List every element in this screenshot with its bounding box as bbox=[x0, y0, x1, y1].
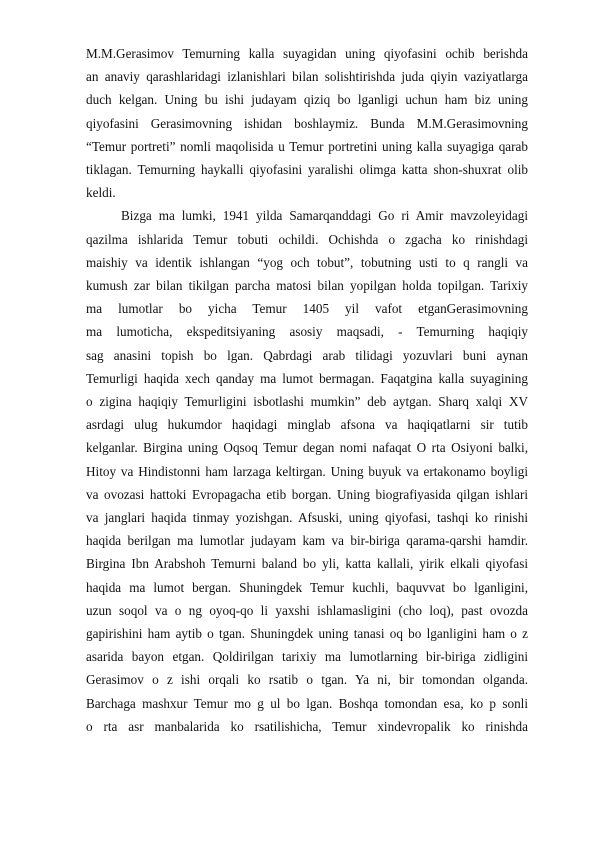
text-line: Temurligi haqida xech qanday ma lumot bermagan. Faqatgina kalla suyagining bbox=[86, 370, 528, 386]
text-line: o rta asr manbalarida ko rsatilishicha, Temur xindevropalik ko rinishda bbox=[86, 718, 528, 734]
text-line: M.M.Gerasimov Temurning kalla suyagidan uning qiyofasini ochib berishda bbox=[86, 46, 528, 61]
text-line: kelganlar. Birgina uning Oqsoq Temur degan nomi nafaqat O rta Osiyoni balki, bbox=[86, 440, 528, 456]
text-line: asrdagi ulug hukumdor haqidagi minglab afsona va haqiqatlarni sir tutib bbox=[86, 417, 528, 433]
text-line: ma lumoticha, ekspeditsiyaning asosiy maqsadi, - Temurning haqiqiy bbox=[86, 324, 528, 340]
text-line: sag anasini topish bo lgan. Qabrdagi arab tilidagi yozuvlari buni aynan bbox=[86, 347, 528, 363]
text-line: haqida ma lumot bergan. Shuningdek Temur kuchli, baquvvat bo lganligini, bbox=[86, 579, 528, 595]
text-line: kumush zar bilan tikilgan parcha matosi bilan yopilgan holda topilgan. Tarixiy bbox=[86, 278, 528, 294]
text-line: Hitoy va Hindistonni ham larzaga keltirgan. Uning buyuk va ertakonamo boyligi bbox=[86, 463, 528, 479]
text-line: asarida bayon etgan. Qoldirilgan tarixiy ma lumotlarning bir-biriga zidligini bbox=[86, 649, 528, 665]
text-line: tiklagan. Temurning haykalli qiyofasini yaralishi olimga katta shon-shuxrat olib bbox=[86, 162, 528, 178]
text-line: va ovozasi hattoki Evropagacha etib borgan. Uning biografiyasida qilgan ishlari bbox=[86, 486, 528, 502]
text-line: “Temur portreti” nomli maqolisida u Temur portretini uning kalla suyagiga qarab bbox=[86, 138, 528, 154]
text-line: gapirishini ham aytib o tgan. Shuningdek uning tanasi oq bo lganligini ham o z bbox=[86, 626, 528, 642]
text-line: duch kelgan. Uning bu ishi judayam qiziq bo lganligi uchun ham biz uning bbox=[86, 92, 528, 108]
text-line: ma lumotlar bo yicha Temur 1405 yil vafot etganGerasimovning bbox=[86, 301, 528, 317]
text-line: keldi. bbox=[86, 185, 116, 201]
text-line: Bizga ma lumki, 1941 yilda Samarqanddagi Go ri Amir mavzoleyidagi bbox=[121, 208, 528, 224]
text-line: Birgina Ibn Arabshoh Temurni baland bo yli, katta kallali, yirik elkali qiyofasi bbox=[86, 556, 528, 572]
text-line: an anaviy qarashlaridagi izlanishlari bilan solishtirishda juda qiyin vaziyatlarga bbox=[86, 69, 528, 85]
text-line: haqida berilgan ma lumotlar judayam kam va bir-biriga qarama-qarshi hamdir. bbox=[86, 533, 528, 549]
document-page bbox=[86, 42, 528, 738]
text-line: va janglari haqida tinmay yozishgan. Afsuski, uning qiyofasi, tashqi ko rinishi bbox=[86, 510, 528, 526]
text-line: qiyofasini Gerasimovning ishidan boshlaymiz. Bunda M.M.Gerasimovning bbox=[86, 115, 528, 131]
text-line: maishiy va identik ishlangan “yog och tobut”, tobutning usti to q rangli va bbox=[86, 254, 528, 270]
text-line: Gerasimov o z ishi orqali ko rsatib o tgan. Ya ni, bir tomondan olganda. bbox=[86, 672, 528, 688]
text-line: qazilma ishlarida Temur tobuti ochildi. Ochishda o zgacha ko rinishdagi bbox=[86, 231, 528, 247]
text-line: o zigina haqiqiy Temurligini isbotlashi mumkin” deb aytgan. Sharq xalqi XV bbox=[86, 394, 528, 410]
text-line: uzun soqol va o ng oyoq-qo li yaxshi ishlamasligini (cho loq), past ovozda bbox=[86, 602, 528, 618]
text-line: Barchaga mashxur Temur mo g ul bo lgan. Boshqa tomondan esa, ko p sonli bbox=[86, 695, 528, 711]
